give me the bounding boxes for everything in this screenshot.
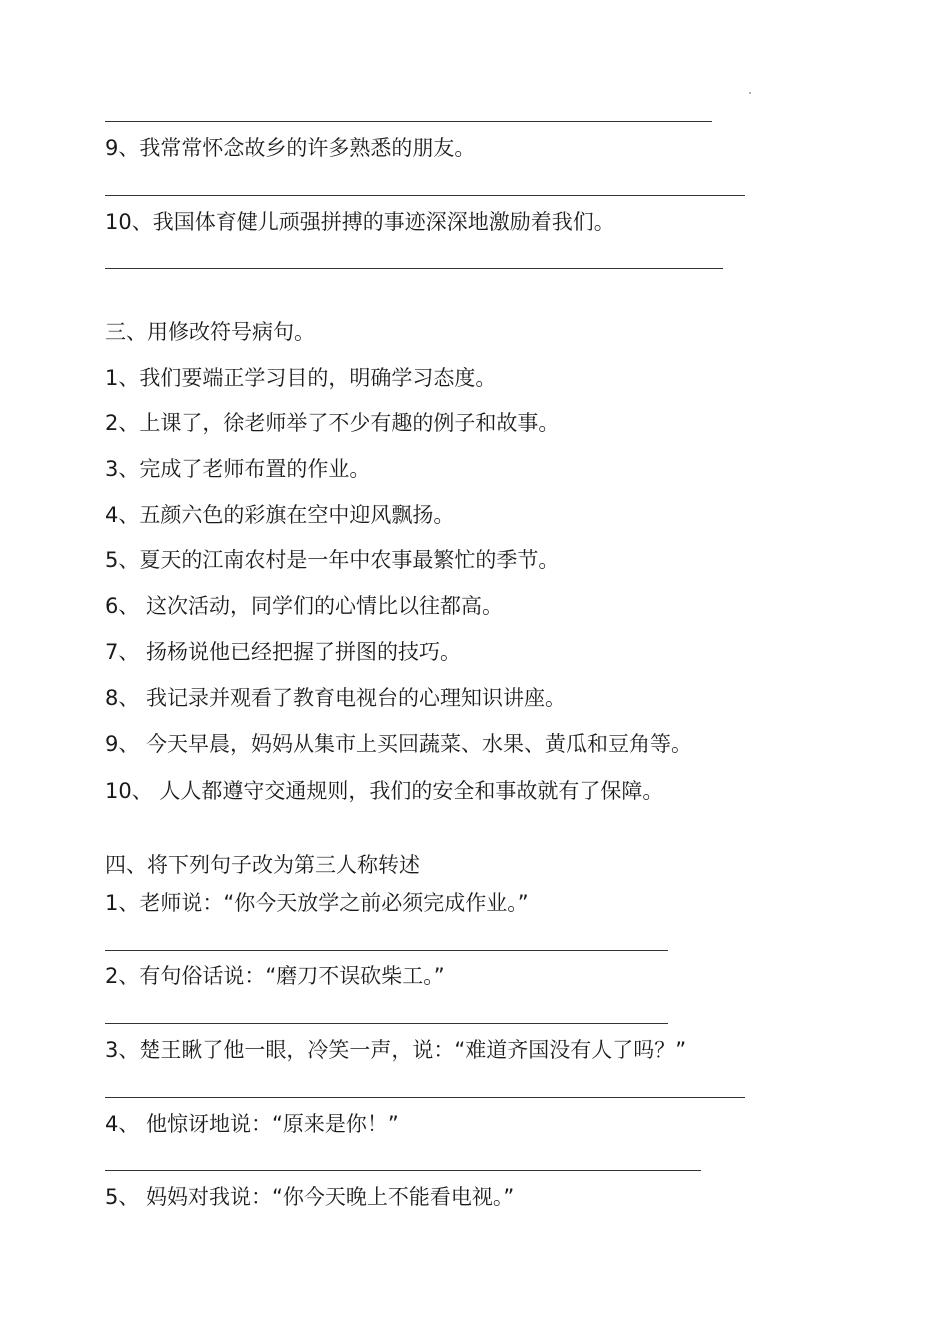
question-item: 10、 人人都遵守交通规则，我们的安全和事故就有了保障。 [105, 779, 664, 803]
answer-line [105, 950, 668, 951]
question-item: 6、 这次活动，同学们的心情比以往都高。 [105, 594, 504, 618]
section-heading: 四、将下列句子改为第三人称转述 [105, 853, 420, 877]
question-item: 5、夏天的江南农村是一年中农事最繁忙的季节。 [105, 548, 560, 572]
answer-line [105, 121, 712, 122]
question-item: 4、五颜六色的彩旗在空中迎风飘扬。 [105, 503, 455, 527]
question-item: 4、 他惊讶地说：“原来是你！” [105, 1112, 399, 1136]
answer-line [105, 1023, 668, 1024]
question-item: 5、 妈妈对我说：“你今天晚上不能看电视。” [105, 1185, 515, 1209]
question-item: 3、楚王瞅了他一眼，冷笑一声，说：“难道齐国没有人了吗？” [105, 1038, 687, 1062]
question-item: 9、我常常怀念故乡的许多熟悉的朋友。 [105, 136, 476, 160]
question-item: 1、我们要端正学习目的，明确学习态度。 [105, 366, 497, 390]
question-item: 7、 扬杨说他已经把握了拼图的技巧。 [105, 640, 462, 664]
question-item: 3、完成了老师布置的作业。 [105, 457, 371, 481]
question-item: 2、上课了，徐老师举了不少有趣的例子和故事。 [105, 411, 560, 435]
answer-line [105, 1170, 701, 1171]
answer-line [105, 268, 723, 269]
answer-line [105, 195, 745, 196]
section-heading: 三、用修改符号病句。 [105, 320, 315, 344]
question-item: 8、 我记录并观看了教育电视台的心理知识讲座。 [105, 686, 567, 710]
stray-dot [749, 92, 751, 94]
question-item: 1、老师说：“你今天放学之前必须完成作业。” [105, 891, 529, 915]
question-item: 2、有句俗话说：“磨刀不误砍柴工。” [105, 964, 445, 988]
question-item: 9、 今天早晨，妈妈从集市上买回蔬菜、水果、黄瓜和豆角等。 [105, 732, 693, 756]
answer-line [105, 1097, 745, 1098]
question-item: 10、我国体育健儿顽强拼搏的事迹深深地激励着我们。 [105, 210, 615, 234]
